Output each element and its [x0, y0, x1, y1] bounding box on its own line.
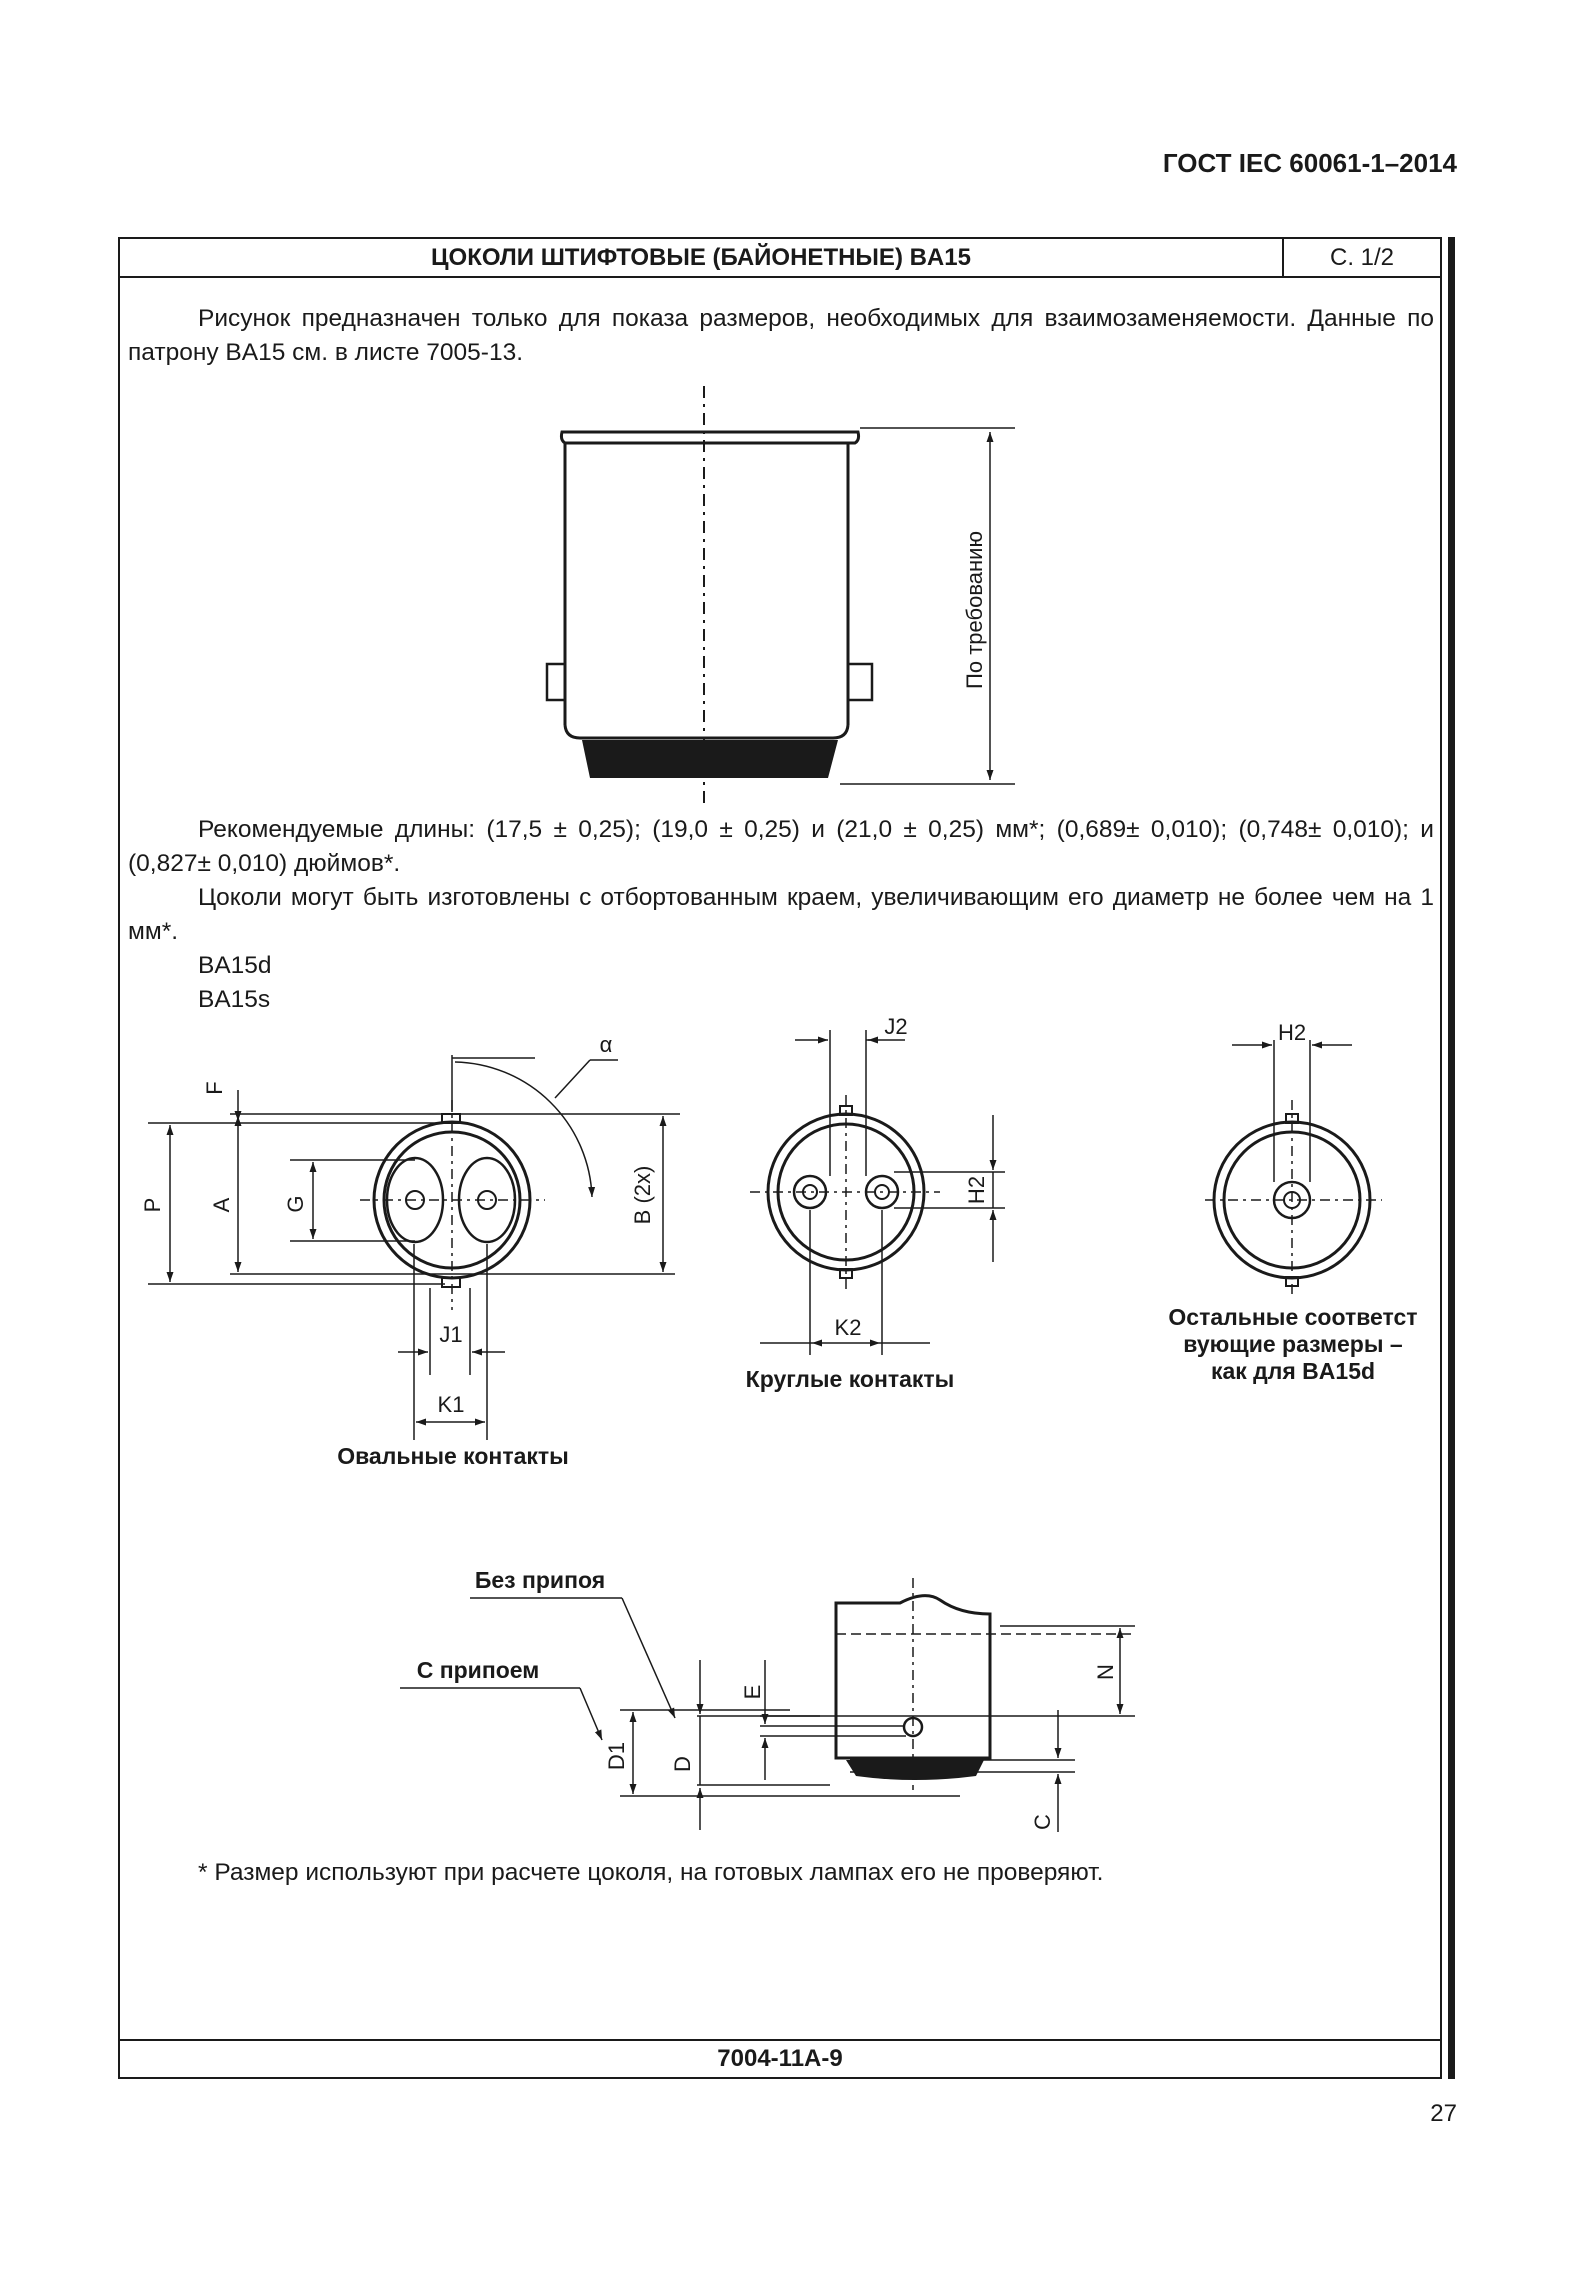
solder-side-view	[400, 1578, 1135, 1832]
caption-round: Круглые контакты	[745, 1366, 955, 1392]
dim-h2-single: H2	[1277, 1020, 1307, 1045]
cap-side-view	[547, 386, 1015, 806]
dim-alpha: α	[599, 1032, 613, 1057]
caption-single-line-3: как для BA15d	[1210, 1358, 1376, 1384]
footer-code: 7004-11A-9	[120, 2039, 1440, 2077]
dim-p: P	[140, 1197, 165, 1213]
caption-single-line-1: Остальные соответст	[1168, 1304, 1418, 1330]
label-on-request: По требованию	[962, 531, 987, 689]
dim-k2: K2	[834, 1315, 862, 1340]
dim-d: D	[670, 1756, 695, 1772]
dim-k1: K1	[437, 1392, 465, 1417]
dim-a: A	[209, 1197, 234, 1213]
oval-contacts-view	[148, 1055, 680, 1440]
sheet-number: С. 1/2	[1329, 244, 1395, 271]
single-contact-view	[1205, 1040, 1382, 1295]
dim-b: B (2x)	[630, 1165, 655, 1225]
dim-f: F	[202, 1081, 227, 1095]
variant-ba15s: BA15s	[198, 986, 271, 1013]
dim-j2: J2	[884, 1014, 908, 1039]
label-with-solder: С припоем	[416, 1657, 540, 1683]
dim-g: G	[283, 1195, 308, 1213]
dim-n: N	[1093, 1664, 1118, 1680]
page-number: 27	[1430, 2100, 1457, 2127]
intro-paragraph: Рисунок предназначен только для показа размеров, необходимых для взаимозаменяемости. Данные по патрону BA15 см. в листе 7005-13.	[128, 305, 1434, 366]
caption-oval: Овальные контакты	[337, 1443, 569, 1469]
dim-c: C	[1030, 1814, 1055, 1830]
caption-single-line-2: вующие размеры –	[1183, 1331, 1403, 1357]
dim-h2-round: H2	[964, 1175, 989, 1205]
dim-d1: D1	[604, 1741, 629, 1771]
dim-e: E	[740, 1684, 765, 1700]
label-no-solder: Без припоя	[474, 1567, 606, 1593]
sheet-title: ЦОКОЛИ ШТИФТОВЫЕ (БАЙОНЕТНЫЕ) BA15	[120, 239, 1284, 276]
footnote: * Размер используют при расчете цоколя, на готовых лампах его не проверяют.	[198, 1859, 1104, 1886]
dim-j1: J1	[439, 1322, 463, 1347]
standard-id: ГОСТ IEC 60061-1–2014	[1162, 148, 1457, 178]
lengths-paragraph: Рекомендуемые длины: (17,5 ± 0,25); (19,0 ± 0,25) и (21,0 ± 0,25) мм*; (0,689± 0,010); (0,748± 0,010); и (0,827± 0,010) дюймов*.	[128, 816, 1434, 877]
flange-paragraph: Цоколи могут быть изготовлены с отбортованным краем, увеличивающим его диаметр не более чем на 1 мм*.	[128, 884, 1434, 945]
variant-ba15d: BA15d	[198, 952, 272, 979]
